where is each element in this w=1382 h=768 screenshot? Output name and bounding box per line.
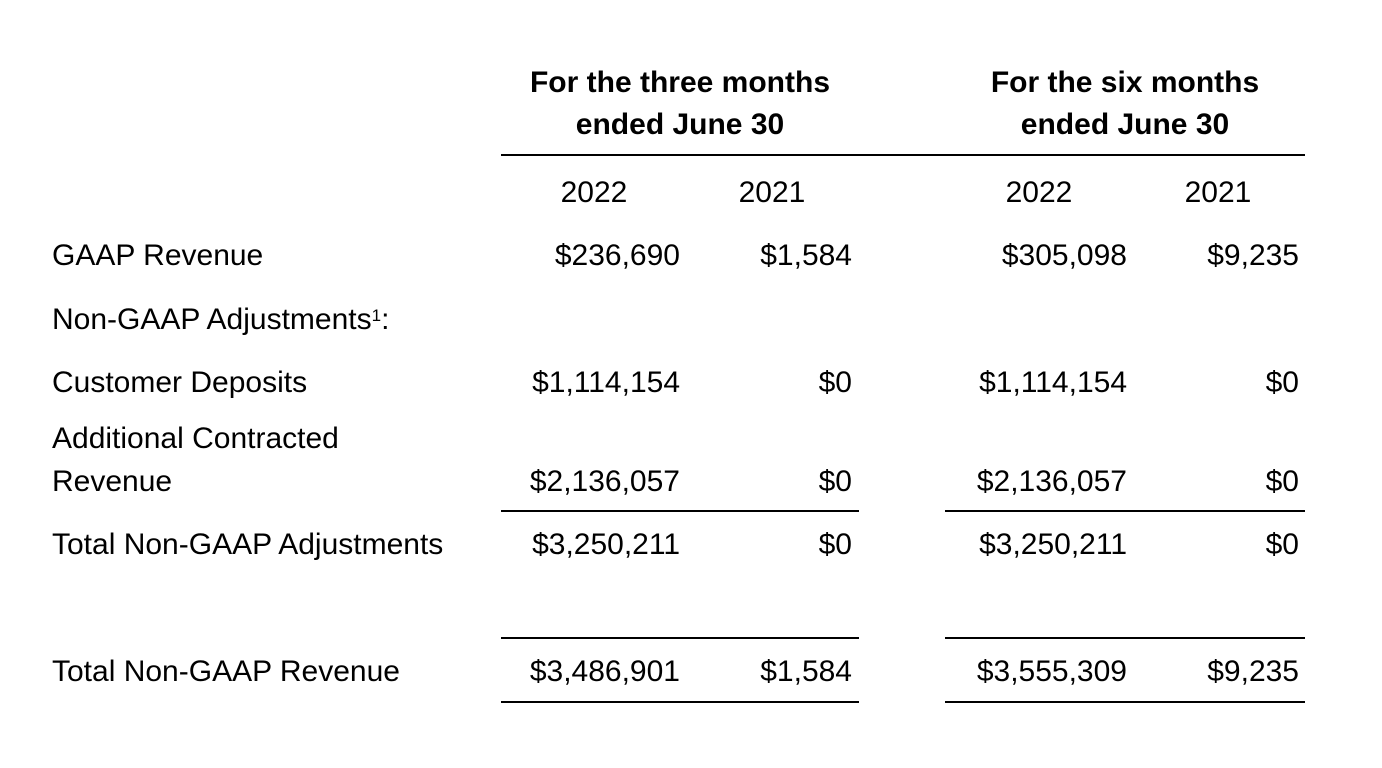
- table-cell: $3,250,211: [979, 528, 1127, 561]
- subtotal-rule: [501, 510, 859, 512]
- bottom-rule: [501, 701, 859, 703]
- table-cell: $1,584: [760, 239, 852, 272]
- year-header: 2022: [1005, 176, 1073, 209]
- table-cell: $2,136,057: [529, 465, 680, 498]
- subtotal-rule: [945, 510, 1305, 512]
- table-cell: $305,098: [1001, 239, 1127, 272]
- table-cell: $0: [1265, 465, 1299, 498]
- table-cell: $3,250,211: [532, 528, 680, 561]
- table-cell: $0: [818, 528, 852, 561]
- footnote-marker: 1: [371, 306, 382, 325]
- table-cell: $2,136,057: [976, 465, 1127, 498]
- year-header: 2021: [1184, 176, 1252, 209]
- table-cell: $0: [1265, 528, 1299, 561]
- year-header: 2022: [560, 176, 628, 209]
- row-label-additional-contracted-line2: Revenue: [52, 465, 173, 498]
- table-cell: $3,486,901: [529, 655, 680, 688]
- table-cell: $3,555,309: [976, 655, 1127, 688]
- table-cell: $9,235: [1207, 239, 1299, 272]
- table-cell: $236,690: [554, 239, 680, 272]
- row-label-non-gaap-adjustments: [52, 303, 389, 337]
- total-rule: [501, 637, 859, 639]
- bottom-rule: [945, 701, 1305, 703]
- header-three-months: For the three months ended June 30: [529, 66, 830, 141]
- table-cell: $1,584: [760, 655, 852, 688]
- row-label-text: Non-GAAP Adjustments: [52, 303, 372, 336]
- row-label-suffix: :: [381, 303, 390, 336]
- row-label-customer-deposits: Customer Deposits: [52, 366, 308, 399]
- table-cell: $1,114,154: [532, 366, 680, 399]
- row-label-total-adjustments: Total Non-GAAP Adjustments: [52, 528, 444, 561]
- header-rule: [501, 154, 1305, 156]
- table-cell: $0: [1265, 366, 1299, 399]
- row-label-total-revenue: Total Non-GAAP Revenue: [52, 655, 400, 688]
- total-rule: [945, 637, 1305, 639]
- year-header: 2021: [738, 176, 806, 209]
- table-cell: $0: [818, 366, 852, 399]
- table-cell: $1,114,154: [979, 366, 1127, 399]
- row-label-additional-contracted: Additional Contracted: [52, 422, 339, 455]
- table-cell: $9,235: [1207, 655, 1299, 688]
- header-six-months: For the six months ended June 30: [990, 66, 1260, 141]
- row-label-gaap-revenue: GAAP Revenue: [52, 239, 264, 272]
- table-cell: $0: [818, 465, 852, 498]
